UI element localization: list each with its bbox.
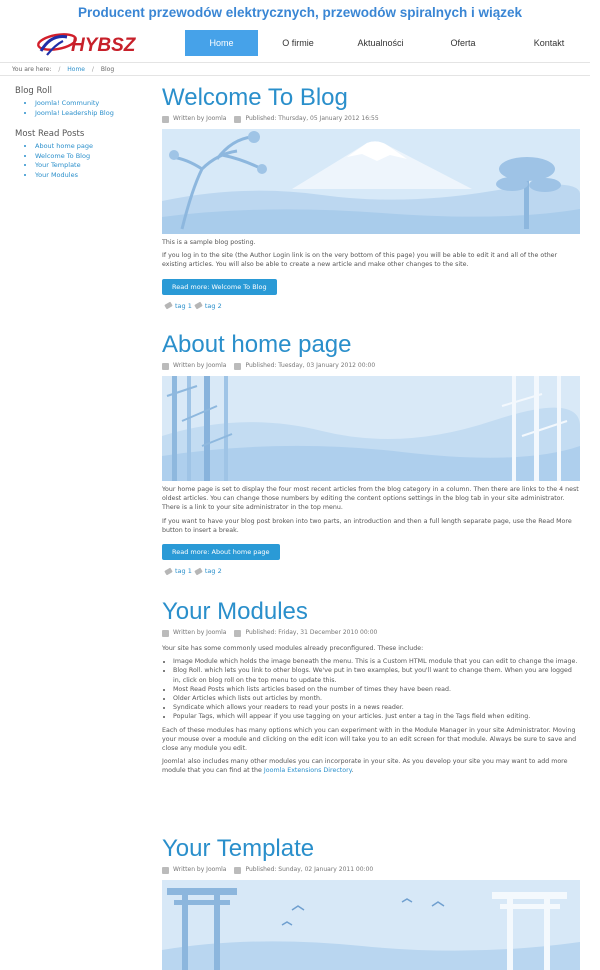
article-published: Published: Tuesday, 03 January 2012 00:00 [245,362,376,369]
read-more-button[interactable]: Read more: Welcome To Blog [162,279,277,295]
article-author: Written by Joomla [173,362,227,369]
calendar-icon [234,867,241,874]
article-body [162,644,580,776]
calendar-icon [234,630,241,637]
article-your-modules [162,598,580,780]
article-published: Published: Friday, 31 December 2010 00:00 [245,629,378,636]
article-title-link[interactable]: About home page [162,331,352,358]
extensions-directory-link[interactable]: Joomla Extensions Directory [263,767,352,775]
list-item: • Popular Tags, which will appear if you use tagging on your articles. Just enter a tag in the Tags field when editing. [173,712,580,721]
bamboo-landscape-image [162,376,580,481]
article-about-home [162,331,580,575]
tag-icon [194,302,203,310]
site-logo[interactable] [33,29,158,59]
tag-link[interactable]: tag 2 [204,567,222,576]
most-read-module [15,129,150,180]
article-title-link[interactable]: Welcome To Blog [162,84,348,111]
user-icon [162,363,169,370]
list-item: • Syndicate which allows your readers to read your posts in a news reader. [173,703,580,712]
article-welcome [162,84,580,310]
calendar-icon [234,363,241,370]
nav-home[interactable]: Home [185,30,258,56]
list-item: • Blog Roll. which lets you link to other blogs. We've put in two examples, but you'll want to change them. When you are logged in, click on blog roll on the top menu to update this. [173,666,580,684]
nav-oferta[interactable]: Oferta [450,38,476,48]
calendar-icon [234,116,241,123]
article-meta [162,865,580,875]
main-menu [185,30,595,56]
user-icon [162,116,169,123]
article-author: Written by Joomla [173,629,227,636]
module-list [162,657,580,721]
article-paragraph: If you log in to the site (the Author Login link is on the very bottom of this page) you will be able to edit it and all of the other existing articles. You will also be able to create a new article and make other changes to the site. [162,252,558,269]
mountain-tree-image [162,129,580,234]
article-meta [162,628,580,638]
article-paragraph: Your site has some commonly used modules already preconfigured. These include: [162,645,424,652]
blog-roll-link[interactable]: Joomla! Community [35,99,100,107]
article-paragraph: Your home page is set to display the four most recent articles from the blog category in a column. Then there are links to the 4 nest oldest articles. You can change those numbers by editing the content options settings in the blog tab in your site administrator. There is a link to your site administrator in the top menu. [162,486,579,512]
read-more-button[interactable]: Read more: About home page [162,544,280,560]
article-body [162,238,580,270]
breadcrumb [0,62,590,76]
most-read-title: Most Read Posts [15,129,85,139]
most-read-link[interactable]: Welcome To Blog [35,151,91,160]
breadcrumb-home-link[interactable]: Home [67,66,85,73]
article-author: Written by Joomla [173,115,227,122]
article-tags [162,302,580,310]
blog-roll-link[interactable]: Joomla! Leadership Blog [35,108,114,117]
breadcrumb-current: Blog [100,66,115,73]
article-tags [162,567,580,575]
article-paragraph: If you want to have your blog post broken into two parts, an introduction and then a full length separate page, use the Read More button to insert a break. [162,517,572,534]
most-read-link[interactable]: Your Modules [35,170,78,179]
article-paragraph [162,757,580,775]
most-read-link[interactable]: Your Template [35,161,81,169]
blog-roll-module [15,86,150,118]
breadcrumb-separator: / [58,66,61,73]
svg-text:HYBSZ: HYBSZ [71,35,136,56]
tag-icon [164,567,173,575]
paragraph-text: . [351,767,354,775]
article-published: Published: Sunday, 02 January 2011 00:00 [245,866,374,873]
nav-o-firmie[interactable]: O firmie [282,38,314,48]
article-your-template [162,835,580,970]
list-item: • Most Read Posts which lists articles based on the number of times they have been read. [173,685,580,694]
paragraph-text: Joomla! also includes many other modules you can incorporate in your site. As you develop your site you may want to add more module that you can find at the [162,758,568,775]
article-title-link[interactable]: Your Modules [162,598,308,625]
article-body [162,485,580,535]
nav-aktualnosci[interactable]: Aktualności [357,38,404,48]
article-paragraph: Each of these modules has many options which you can experiment with in the Module Manager in your site Administrator. Moving your mouse over a module and clicking on the edit icon will take you to an edit screen for that module. Always be sure to save and close any module you edit. [162,726,577,753]
article-meta [162,114,580,124]
article-published: Published: Thursday, 05 January 2012 16:55 [245,115,379,122]
article-author: Written by Joomla [173,866,227,873]
blog-roll-title: Blog Roll [15,86,52,96]
site-tagline: Producent przewodów elektrycznych, przewodów spiralnych i wiązek [77,5,523,20]
list-item: • Older Articles which lists out articles by month. [173,694,580,703]
list-item: • Image Module which holds the image beneath the menu. This is a Custom HTML module that you can edit to change the image. [173,657,580,666]
user-icon [162,867,169,874]
tag-link[interactable]: tag 2 [204,301,222,310]
user-icon [162,630,169,637]
tag-link[interactable]: tag 1 [175,567,192,576]
sidebar [15,86,150,191]
article-paragraph: This is a sample blog posting. [162,239,256,246]
breadcrumb-separator: / [91,66,94,73]
article-meta [162,361,580,371]
nav-kontakt[interactable]: Kontakt [533,38,565,48]
torii-gate-image [162,880,580,970]
breadcrumb-prefix: You are here: [12,66,52,73]
most-read-link[interactable]: About home page [35,142,94,150]
tag-icon [194,567,203,575]
tag-icon [164,302,173,310]
tag-link[interactable]: tag 1 [175,301,192,310]
article-title-link[interactable]: Your Template [162,835,315,862]
